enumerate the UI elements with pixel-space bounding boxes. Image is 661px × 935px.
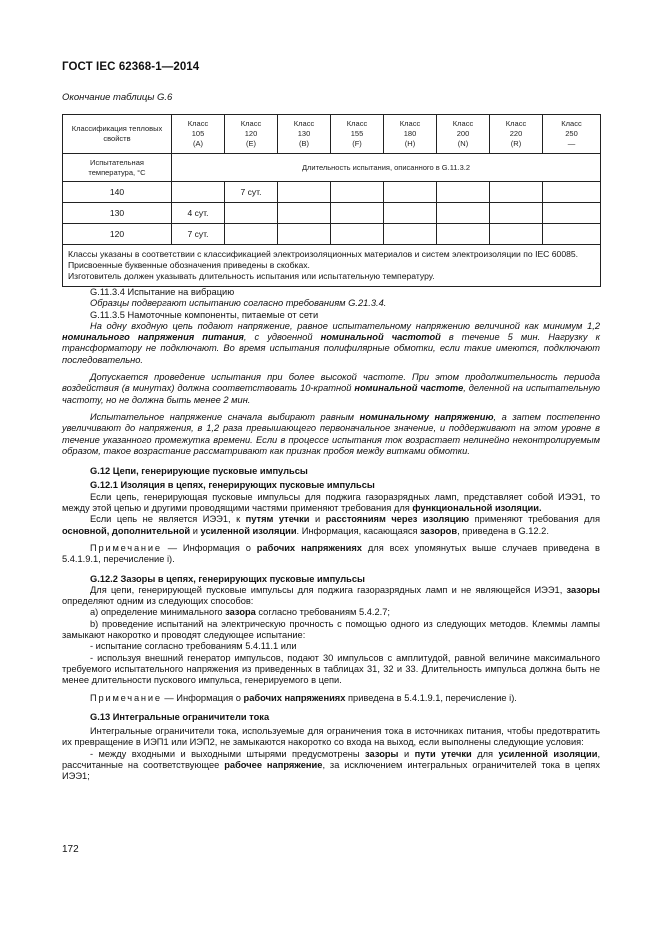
duration-cell — [278, 203, 331, 224]
duration-cell — [490, 203, 543, 224]
duration-cell — [437, 224, 490, 245]
list-item: b) проведение испытаний на электрическую прочность с помощью одного из следующих методов. Клеммы лампы замыкают накоротко и проводят следующее испытание: — [62, 618, 600, 641]
paragraph: Если цепь не является ИЭЭ1, к путям утечки и расстояниям через изоляцию применяют требования для основной, дополнительной и усиленной изоляции. Информация, касающаяся зазоров, приведена в G.12.2. — [62, 514, 601, 536]
duration-cell — [331, 224, 384, 245]
class-cell: Класс 120 (E) — [225, 115, 278, 154]
section-heading: G.13 Интегральные ограничители тока — [90, 711, 270, 722]
duration-cell — [490, 224, 543, 245]
note: Примечание — Информация о рабочих напряжениях для всех упомянутых выше случаев приведена в 5.4.1.9.1, перечисление i). — [62, 542, 600, 565]
note: Примечание — Информация о рабочих напряжениях приведена в 5.4.1.9.1, перечисление i). — [90, 692, 517, 703]
temp-cell: 120 — [63, 224, 172, 245]
table-row — [63, 203, 601, 224]
table-note-line: Изготовитель должен указывать длительность испытания или испытательную температуру. — [68, 271, 435, 281]
duration-cell — [278, 224, 331, 245]
class-cell: Класс 250 — — [543, 115, 601, 154]
paragraph: Интегральные ограничители тока, используемые для ограничения тока в источниках питания, чтобы предотвратить их превращение в ИЭП1 или ИЭП2, не замыкаются накоротко со входа на выход, если выполнены следующие условия: — [62, 726, 600, 748]
document-header: ГОСТ IEC 62368-1—2014 — [62, 61, 200, 73]
duration-cell — [543, 224, 601, 245]
class-cell: Класс 200 (N) — [437, 115, 490, 154]
paragraph: На одну входную цепь подают напряжение, равное испытательному напряжению величиной как минимум 1,2 номинального напряжения питания, с удвоенной номинальной частотой в течение 5 мин. Нагрузку к трансформатору не подключают. Во время испытания полифилярные обмотки, если такие имеются, подключают последовательно. — [62, 320, 601, 365]
paragraph: Если цепь, генерирующая пусковые импульсы для поджига газоразрядных ламп, представляет собой ИЭЭ1, то между этой цепью и другими проводящими частями применяют требования для функциональной изоляции. — [62, 491, 600, 514]
duration-cell — [437, 203, 490, 224]
test-temperature-row — [63, 154, 601, 182]
duration-cell — [225, 224, 278, 245]
row-header-cell: Классификация тепловых свойств — [63, 115, 172, 154]
table-header-row — [63, 115, 601, 154]
table-row — [63, 224, 601, 245]
list-item: a) определение минимального зазора согласно требованиям 5.4.2.7; — [90, 607, 391, 618]
duration-cell — [172, 182, 225, 203]
duration-cell: 7 сут. — [225, 182, 278, 203]
duration-cell — [278, 182, 331, 203]
duration-cell — [490, 182, 543, 203]
table-note-line: Классы указаны в соответствии с классификацией электроизоляционных материалов и систем электроизоляции по IEC 60085. Присвоенные буквенные обозначения приведены в скобках. — [68, 249, 579, 270]
duration-cell — [384, 203, 437, 224]
duration-label: Длительность испытания, описанного в G.11.3.2 — [172, 154, 601, 182]
paragraph: Для цепи, генерирующей пусковые импульсы для поджига газоразрядных ламп и не являющейся ИЭЭ1, зазоры определяют одним из следующих способов: — [62, 584, 600, 607]
duration-cell — [331, 182, 384, 203]
duration-cell — [437, 182, 490, 203]
list-item: - испытание согласно требованиям 5.4.11.1 или — [90, 641, 297, 652]
table-note-row — [63, 245, 601, 287]
section-heading: G.11.3.5 Намоточные компоненты, питаемые от сети — [90, 309, 319, 320]
test-temperature-label: Испытательная температура, °С — [63, 154, 172, 182]
duration-cell — [543, 203, 601, 224]
body-text — [62, 287, 600, 783]
section-heading: G.12.2 Зазоры в цепях, генерирующих пусковые импульсы — [90, 573, 365, 584]
class-cell: Класс 105 (A) — [172, 115, 225, 154]
section-heading: G.12.1 Изоляция в цепях, генерирующих пусковые импульсы — [90, 480, 375, 491]
duration-cell: 7 сут. — [172, 224, 225, 245]
class-cell: Класс 180 (H) — [384, 115, 437, 154]
temp-cell: 140 — [63, 182, 172, 203]
class-cell: Класс 155 (F) — [331, 115, 384, 154]
table-note — [63, 245, 601, 287]
section-heading: G.12 Цепи, генерирующие пусковые импульсы — [90, 466, 308, 477]
duration-cell: 4 сут. — [172, 203, 225, 224]
paragraph: Испытательное напряжение сначала выбирают равным номинальному напряжению, а затем постепенно увеличивают до напряжения, в 1,2 раза превышающего первоначальное значение, и поддерживают на этом уровне в течение указанного промежутка времени. Если в процессе испытания ток возрастает нелинейно неконтролируемым образом, такое возрастание рассматривают как признак пробоя между витками обмотки. — [62, 411, 600, 456]
duration-cell — [384, 182, 437, 203]
duration-cell — [384, 224, 437, 245]
duration-cell — [225, 203, 278, 224]
page-number: 172 — [62, 844, 79, 855]
class-cell: Класс 220 (R) — [490, 115, 543, 154]
list-item: - между входными и выходными штырями предусмотрены зазоры и пути утечки для усиленной изоляции, рассчитанные на соответствующее рабочее напряжение, за исключением интегральных ограничителей тока в цепях ИЭЭ1; — [62, 748, 601, 782]
paragraph: Образцы подвергают испытанию согласно требованиям G.21.3.4. — [90, 298, 387, 309]
thermal-class-table — [62, 114, 601, 287]
paragraph: Допускается проведение испытания при более высокой частоте. При этом продолжительность периода воздействия (в минутах) должна соответствовать 10-кратной номинальной частоте, деленной на испытательную частоту, но не должна быть менее 2 мин. — [62, 372, 600, 405]
class-cell: Класс 130 (B) — [278, 115, 331, 154]
list-item: - используя внешний генератор импульсов, подают 30 импульсов с амплитудой, равной величине максимального требуемого испытательного напряжения из приведенных в таблицах 31, 32 и 33. Длительность импульса должна быть не менее длительности пускового импульса, генерируемого в цепи. — [62, 652, 600, 686]
temp-cell: 130 — [63, 203, 172, 224]
section-heading: G.11.3.4 Испытание на вибрацию — [90, 287, 235, 297]
duration-cell — [331, 203, 384, 224]
duration-cell — [543, 182, 601, 203]
table-caption: Окончание таблицы G.6 — [62, 92, 173, 103]
table-row — [63, 182, 601, 203]
